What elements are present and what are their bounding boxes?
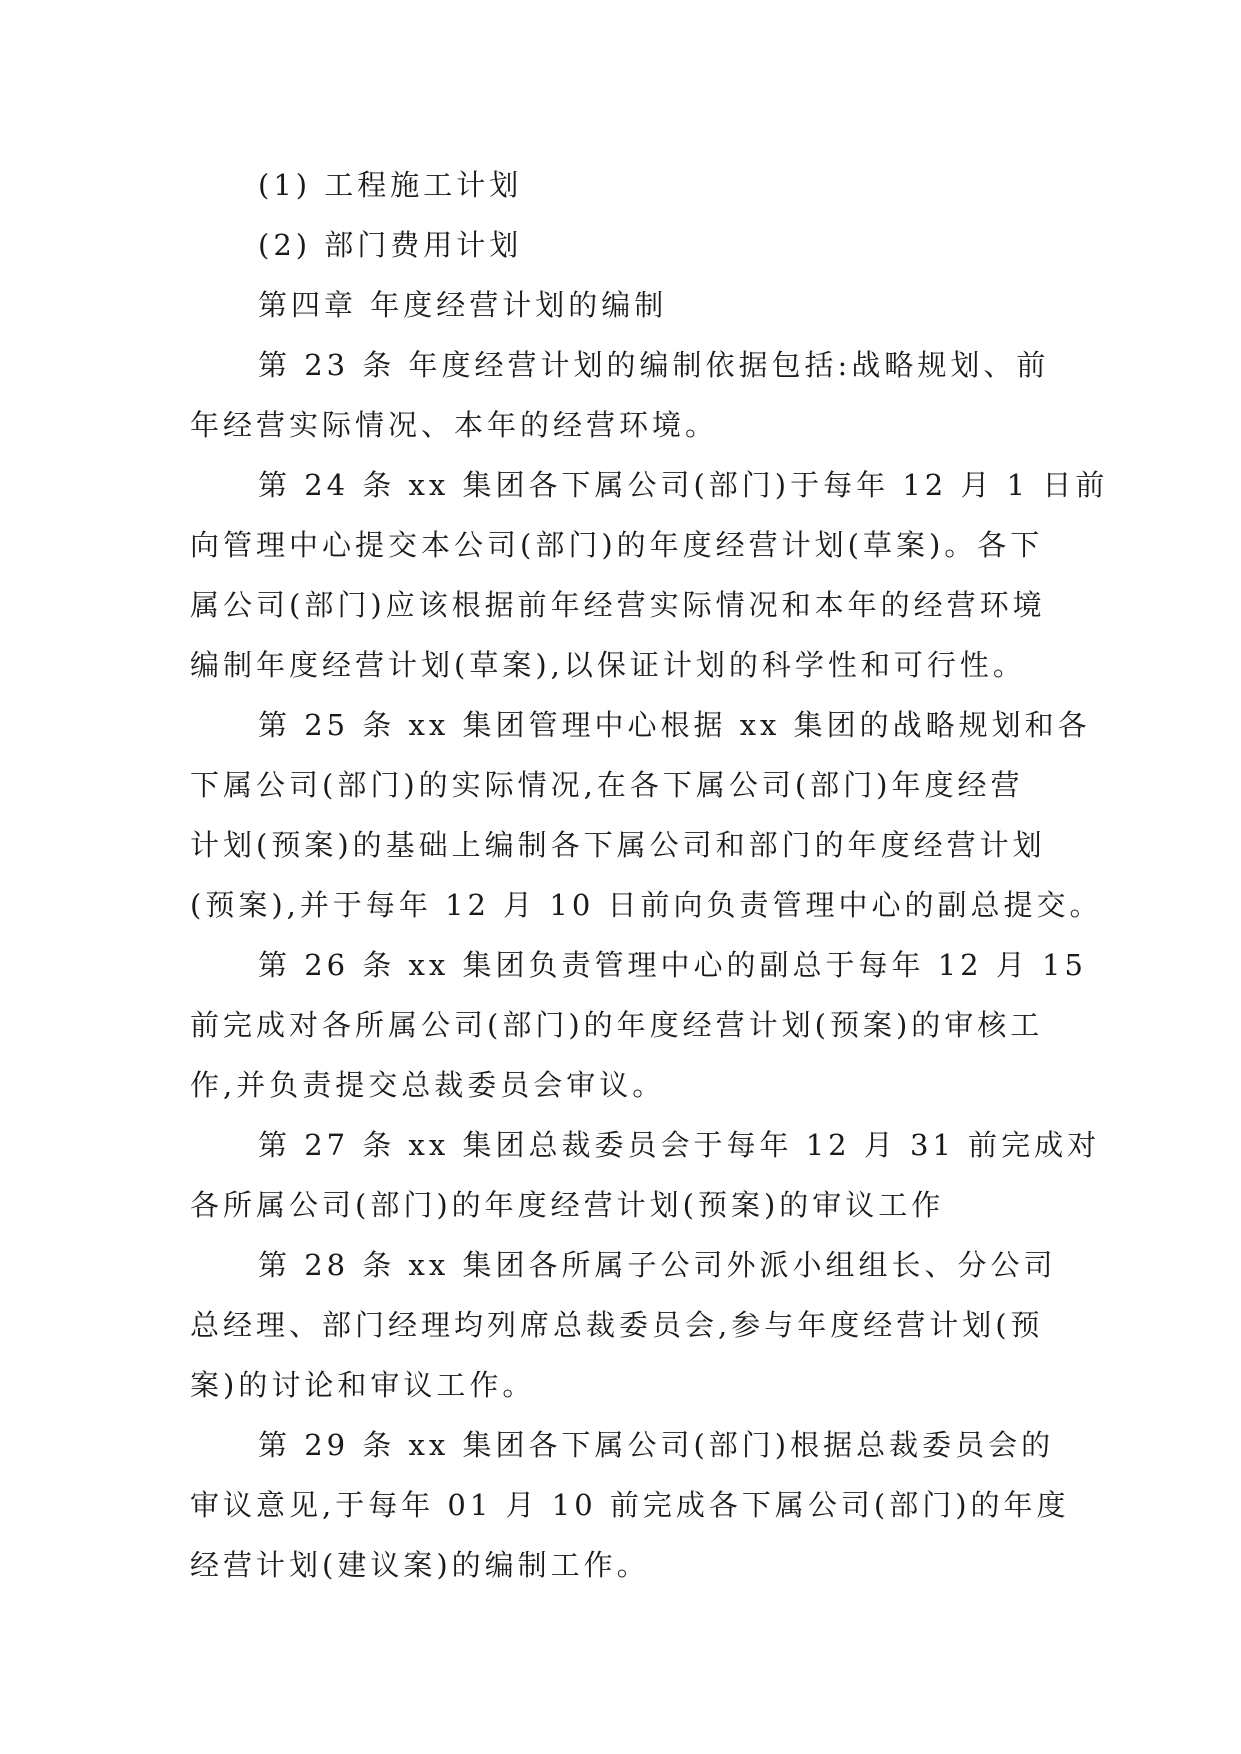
document-body xyxy=(190,155,1109,1595)
article-29-line-1: 第 29 条 xx 集团各下属公司(部门)根据总裁委员会的 xyxy=(258,1428,1055,1462)
article-26-line-3: 作,并负责提交总裁委员会审议。 xyxy=(190,1068,666,1102)
article-23-line-1: 第 23 条 年度经营计划的编制依据包括:战略规划、前 xyxy=(258,348,1050,382)
list-item-1: (1) 工程施工计划 xyxy=(258,168,523,202)
article-28-line-2: 总经理、部门经理均列席总裁委员会,参与年度经营计划(预 xyxy=(190,1308,1044,1342)
article-24-line-1: 第 24 条 xx 集团各下属公司(部门)于每年 12 月 1 日前 xyxy=(258,468,1109,502)
article-27-line-1: 第 27 条 xx 集团总裁委员会于每年 12 月 31 前完成对 xyxy=(258,1128,1101,1162)
article-27-line-2: 各所属公司(部门)的年度经营计划(预案)的审议工作 xyxy=(190,1188,945,1222)
article-29-line-2: 审议意见,于每年 01 月 10 前完成各下属公司(部门)的年度 xyxy=(190,1488,1070,1522)
article-26-line-1: 第 26 条 xx 集团负责管理中心的副总于每年 12 月 15 xyxy=(258,948,1087,982)
article-28-line-1: 第 28 条 xx 集团各所属子公司外派小组组长、分公司 xyxy=(258,1248,1057,1282)
article-25-line-2: 下属公司(部门)的实际情况,在各下属公司(部门)年度经营 xyxy=(190,768,1024,802)
article-29-line-3: 经营计划(建议案)的编制工作。 xyxy=(190,1548,650,1582)
article-24-line-4: 编制年度经营计划(草案),以保证计划的科学性和可行性。 xyxy=(190,648,1026,682)
article-25-line-3: 计划(预案)的基础上编制各下属公司和部门的年度经营计划 xyxy=(190,828,1046,862)
list-item-2: (2) 部门费用计划 xyxy=(258,228,523,262)
article-24-line-3: 属公司(部门)应该根据前年经营实际情况和本年的经营环境 xyxy=(190,588,1046,622)
article-25-line-4: (预案),并于每年 12 月 10 日前向负责管理中心的副总提交。 xyxy=(190,888,1103,922)
article-25-line-1: 第 25 条 xx 集团管理中心根据 xx 集团的战略规划和各 xyxy=(258,708,1091,742)
article-26-line-2: 前完成对各所属公司(部门)的年度经营计划(预案)的审核工 xyxy=(190,1008,1044,1042)
chapter-heading: 第四章 年度经营计划的编制 xyxy=(258,288,668,322)
article-28-line-3: 案)的讨论和审议工作。 xyxy=(190,1368,536,1402)
article-23-line-2: 年经营实际情况、本年的经营环境。 xyxy=(190,408,719,442)
article-24-line-2: 向管理中心提交本公司(部门)的年度经营计划(草案)。各下 xyxy=(190,528,1044,562)
